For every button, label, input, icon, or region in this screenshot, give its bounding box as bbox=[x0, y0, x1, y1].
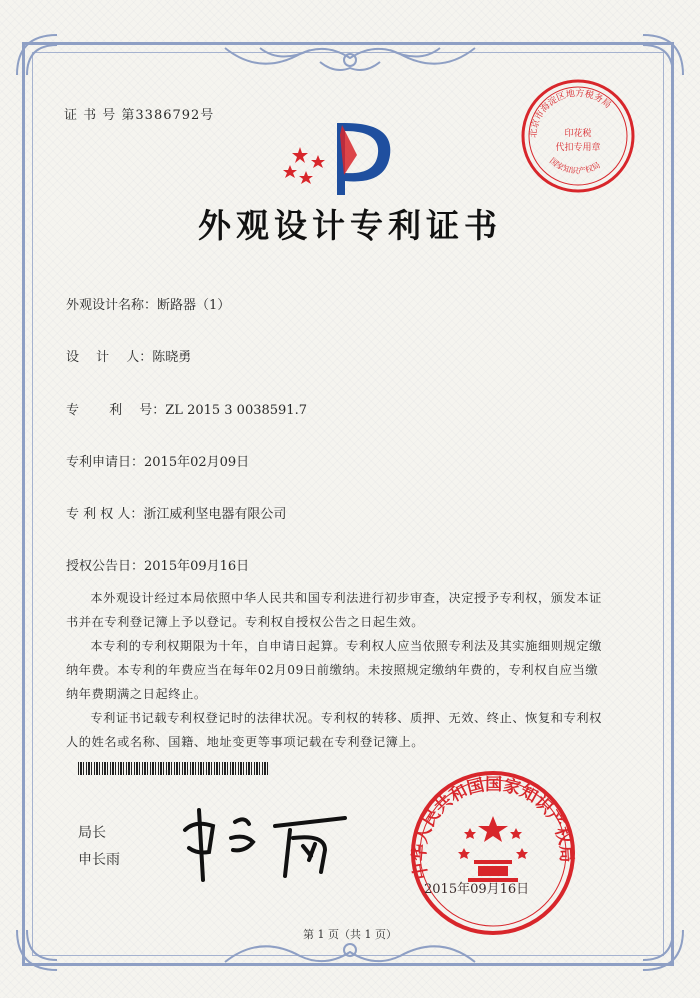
svg-text:代扣专用章: 代扣专用章 bbox=[555, 143, 601, 153]
application-date-field bbox=[66, 451, 249, 470]
corner-ornament-top-left bbox=[12, 30, 62, 80]
office-seal bbox=[398, 768, 588, 938]
field-label: 专 利 权 人： bbox=[66, 507, 144, 522]
field-label: 外观设计名称： bbox=[66, 298, 158, 313]
certificate-title: 外观设计专利证书 bbox=[198, 206, 502, 245]
patent-number-field bbox=[66, 399, 307, 418]
body-paragraph: 本专利的专利权期限为十年，自申请日起算。专利权人应当依照专利法及其实施细则规定缴纳年费。本专利的年费应当在每年02月09日前缴纳。未按照规定缴纳年费的，专利权自应当缴纳年费期满之日起终止。 bbox=[66, 639, 602, 701]
field-label: 专 利 号： bbox=[66, 403, 166, 418]
top-ornament bbox=[220, 40, 480, 82]
field-value: ZL 2015 3 0038591.7 bbox=[165, 403, 307, 418]
certificate-body bbox=[66, 586, 606, 754]
field-label: 设 计 人： bbox=[66, 350, 153, 365]
director-title: 局长 bbox=[78, 825, 106, 841]
field-label: 专利申请日： bbox=[66, 455, 145, 470]
svg-text:北京市海淀区地方税务局: 北京市海淀区地方税务局 bbox=[528, 88, 613, 139]
svg-text:国家知识产权局: 国家知识产权局 bbox=[547, 156, 602, 176]
tax-seal bbox=[518, 76, 638, 196]
director-signature bbox=[175, 790, 360, 890]
patentee-field bbox=[66, 503, 286, 522]
svg-text:印花税: 印花税 bbox=[564, 129, 592, 139]
grant-date-field bbox=[66, 555, 249, 574]
designer-field bbox=[66, 346, 191, 365]
patent-office-logo bbox=[282, 115, 407, 200]
director-name: 申长雨 bbox=[78, 852, 120, 868]
field-value: 陈晓勇 bbox=[152, 350, 192, 365]
field-value: 2015年09月16日 bbox=[144, 559, 250, 574]
page-number: 第 1 页（共 1 页） bbox=[303, 928, 397, 941]
barcode bbox=[78, 762, 268, 775]
design-name-field bbox=[66, 294, 230, 313]
body-paragraph: 专利证书记载专利权登记时的法律状况。专利权的转移、质押、无效、终止、恢复和专利权人的姓名或名称、国籍、地址变更等事项记载在专利登记簿上。 bbox=[66, 711, 602, 749]
corner-ornament-top-right bbox=[638, 30, 688, 80]
field-label: 授权公告日： bbox=[66, 559, 145, 574]
field-value: 断路器（1） bbox=[157, 298, 231, 313]
seal-date: 2015年09月16日 bbox=[424, 882, 530, 897]
svg-text:中华人民共和国国家知识产权局: 中华人民共和国国家知识产权局 bbox=[409, 774, 577, 881]
field-value: 浙江威利坚电器有限公司 bbox=[143, 507, 287, 522]
field-value: 2015年02月09日 bbox=[144, 455, 250, 470]
certificate-number: 证 书 号 第3386792号 bbox=[64, 108, 215, 123]
body-paragraph: 本外观设计经过本局依照中华人民共和国专利法进行初步审查，决定授予专利权，颁发本证书并在专利登记簿上予以登记。专利权自授权公告之日起生效。 bbox=[66, 591, 602, 629]
